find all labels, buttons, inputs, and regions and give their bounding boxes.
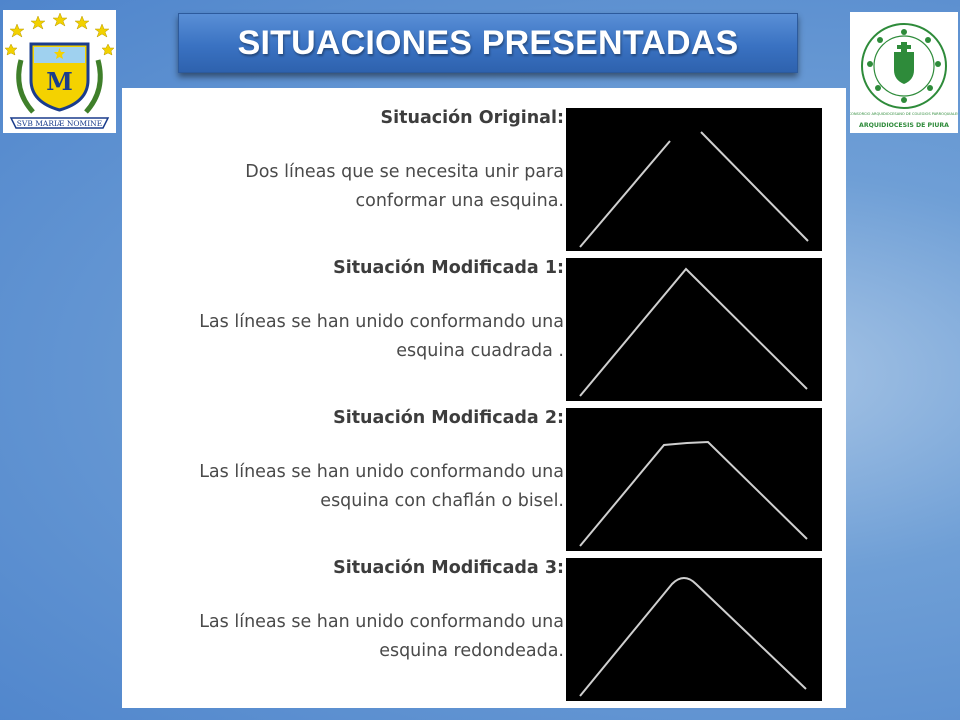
page-title: SITUACIONES PRESENTADAS: [237, 23, 739, 62]
corner-image-original: [566, 108, 822, 251]
rounded-corner-line: [580, 578, 806, 696]
left-line: [580, 141, 670, 247]
situation-description-line: conformar una esquina.: [355, 191, 564, 211]
situation-heading: Situación Modificada 3:: [333, 558, 564, 578]
school-crest-icon: [3, 10, 116, 133]
situation-heading: Situación Modificada 1:: [333, 258, 564, 278]
svg-text:ARQUIDIOCESIS DE PIURA: ARQUIDIOCESIS DE PIURA: [859, 122, 949, 129]
situation-description-line: Las líneas se han unido conformando una: [199, 312, 564, 332]
situation-description-line: Las líneas se han unido conformando una: [199, 462, 564, 482]
situation-description: [124, 308, 564, 366]
svg-text:M: M: [46, 67, 73, 96]
svg-text:SVB MARIÆ NOMINE: SVB MARIÆ NOMINE: [16, 119, 103, 128]
square-corner-line: [580, 269, 807, 396]
situation-heading: Situación Modificada 2:: [333, 408, 564, 428]
svg-text:CONSORCIO ARQUIDIOCESANO DE CO: CONSORCIO ARQUIDIOCESANO DE COLEGIOS PARROQUIALES: [850, 112, 958, 116]
situation-text: [124, 538, 564, 666]
consortium-seal-logo: [850, 12, 958, 133]
situation-modified-3: [122, 538, 846, 683]
situation-description-line: Las líneas se han unido conformando una: [199, 612, 564, 632]
situation-description: [124, 158, 564, 216]
situation-heading: Situación Original:: [380, 108, 564, 128]
situation-description-line: esquina redondeada.: [379, 641, 564, 661]
situation-text: [124, 238, 564, 366]
situation-description: [124, 458, 564, 516]
situation-description-line: esquina cuadrada .: [396, 341, 564, 361]
situations-panel: [122, 88, 846, 708]
situation-description: [124, 608, 564, 666]
situation-text: [124, 388, 564, 516]
situation-modified-1: [122, 238, 846, 383]
situation-description-line: esquina con chaflán o bisel.: [320, 491, 564, 511]
corner-image-square: [566, 258, 822, 401]
situation-text: [124, 88, 564, 216]
situation-original: [122, 88, 846, 233]
right-line: [701, 132, 808, 241]
corner-image-chamfer: [566, 408, 822, 551]
corner-image-rounded: [566, 558, 822, 701]
situation-description-line: Dos líneas que se necesita unir para: [245, 162, 564, 182]
title-banner: [178, 13, 798, 73]
consortium-seal-icon: [850, 12, 958, 133]
situation-modified-2: [122, 388, 846, 533]
school-crest-logo: [3, 10, 116, 133]
chamfer-corner-line: [580, 442, 807, 546]
